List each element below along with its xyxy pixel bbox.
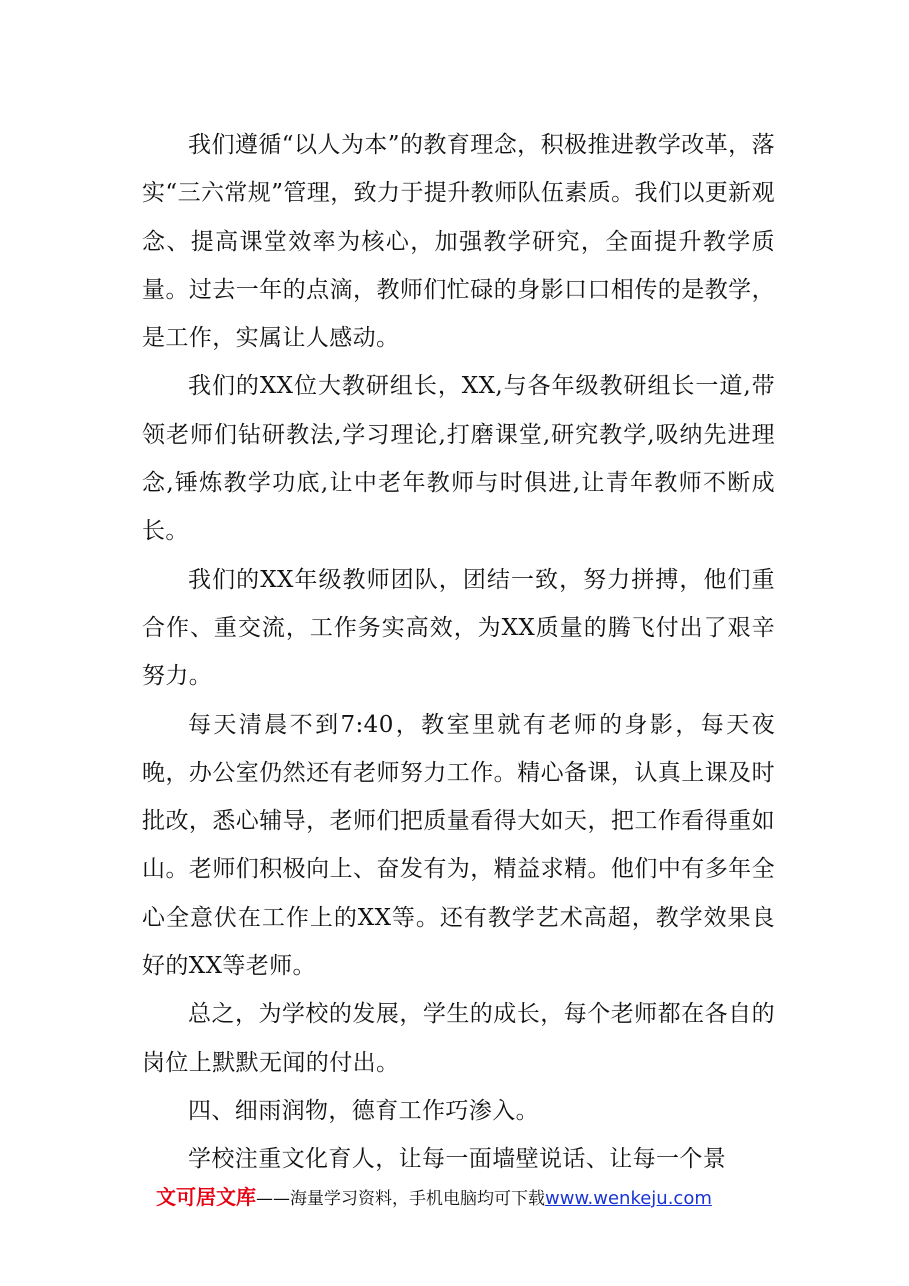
paragraph-summary: 总之，为学校的发展，学生的成长，每个老师都在各自的岗位上默默无闻的付出。: [142, 1001, 775, 1076]
footer-website-link[interactable]: www.wenkeju.com: [545, 1188, 712, 1209]
section-heading-moral-education: 四、细雨润物，德育工作巧渗入。: [188, 1097, 539, 1124]
paragraph-grade-team: 我们的XX年级教师团队，团结一致，努力拼搏，他们重合作、重交流，工作务实高效，为XX质量的腾飞付出了艰辛努力。: [142, 566, 775, 690]
paragraph-research-leaders: 我们的XX位大教研组长，XX,与各年级教研组长一道,带领老师们钻研教法,学习理论,打磨课堂,研究教学,吸纳先进理念,锤炼教学功底,让中老年教师与时俱进,让青年教师不断成长。: [142, 373, 775, 545]
footer-brand: 文可居文库: [156, 1185, 256, 1209]
paragraph-daily-dedication: 每天清晨不到7:40，教室里就有老师的身影，每天夜晚，办公室仍然还有老师努力工作。精心备课，认真上课及时批改，悉心辅导，老师们把质量看得大如天，把工作看得重如山。老师们积极向上、奋发有为，精益求精。他们中有多年全心全意伏在工作上的XX等。还有教学艺术高超，教学效果良好的XX等老师。: [142, 711, 775, 980]
paragraph-cultural-education: 学校注重文化育人，让每一面墙壁说话、让每一个景: [188, 1146, 727, 1173]
document-body: [142, 121, 775, 1184]
paragraph-teaching-philosophy: 我们遵循“以人为本”的教育理念，积极推进教学改革，落实“三六常规”管理，致力于提升教师队伍素质。我们以更新观念、提高课堂效率为核心，加强教学研究，全面提升教学质量。过去一年的点滴，教师们忙碌的身影口口相传的是教学，是工作，实属让人感动。: [142, 132, 775, 352]
footer-banner: [156, 1181, 712, 1213]
footer-slogan: ——海量学习资料，手机电脑均可下载: [256, 1189, 545, 1209]
